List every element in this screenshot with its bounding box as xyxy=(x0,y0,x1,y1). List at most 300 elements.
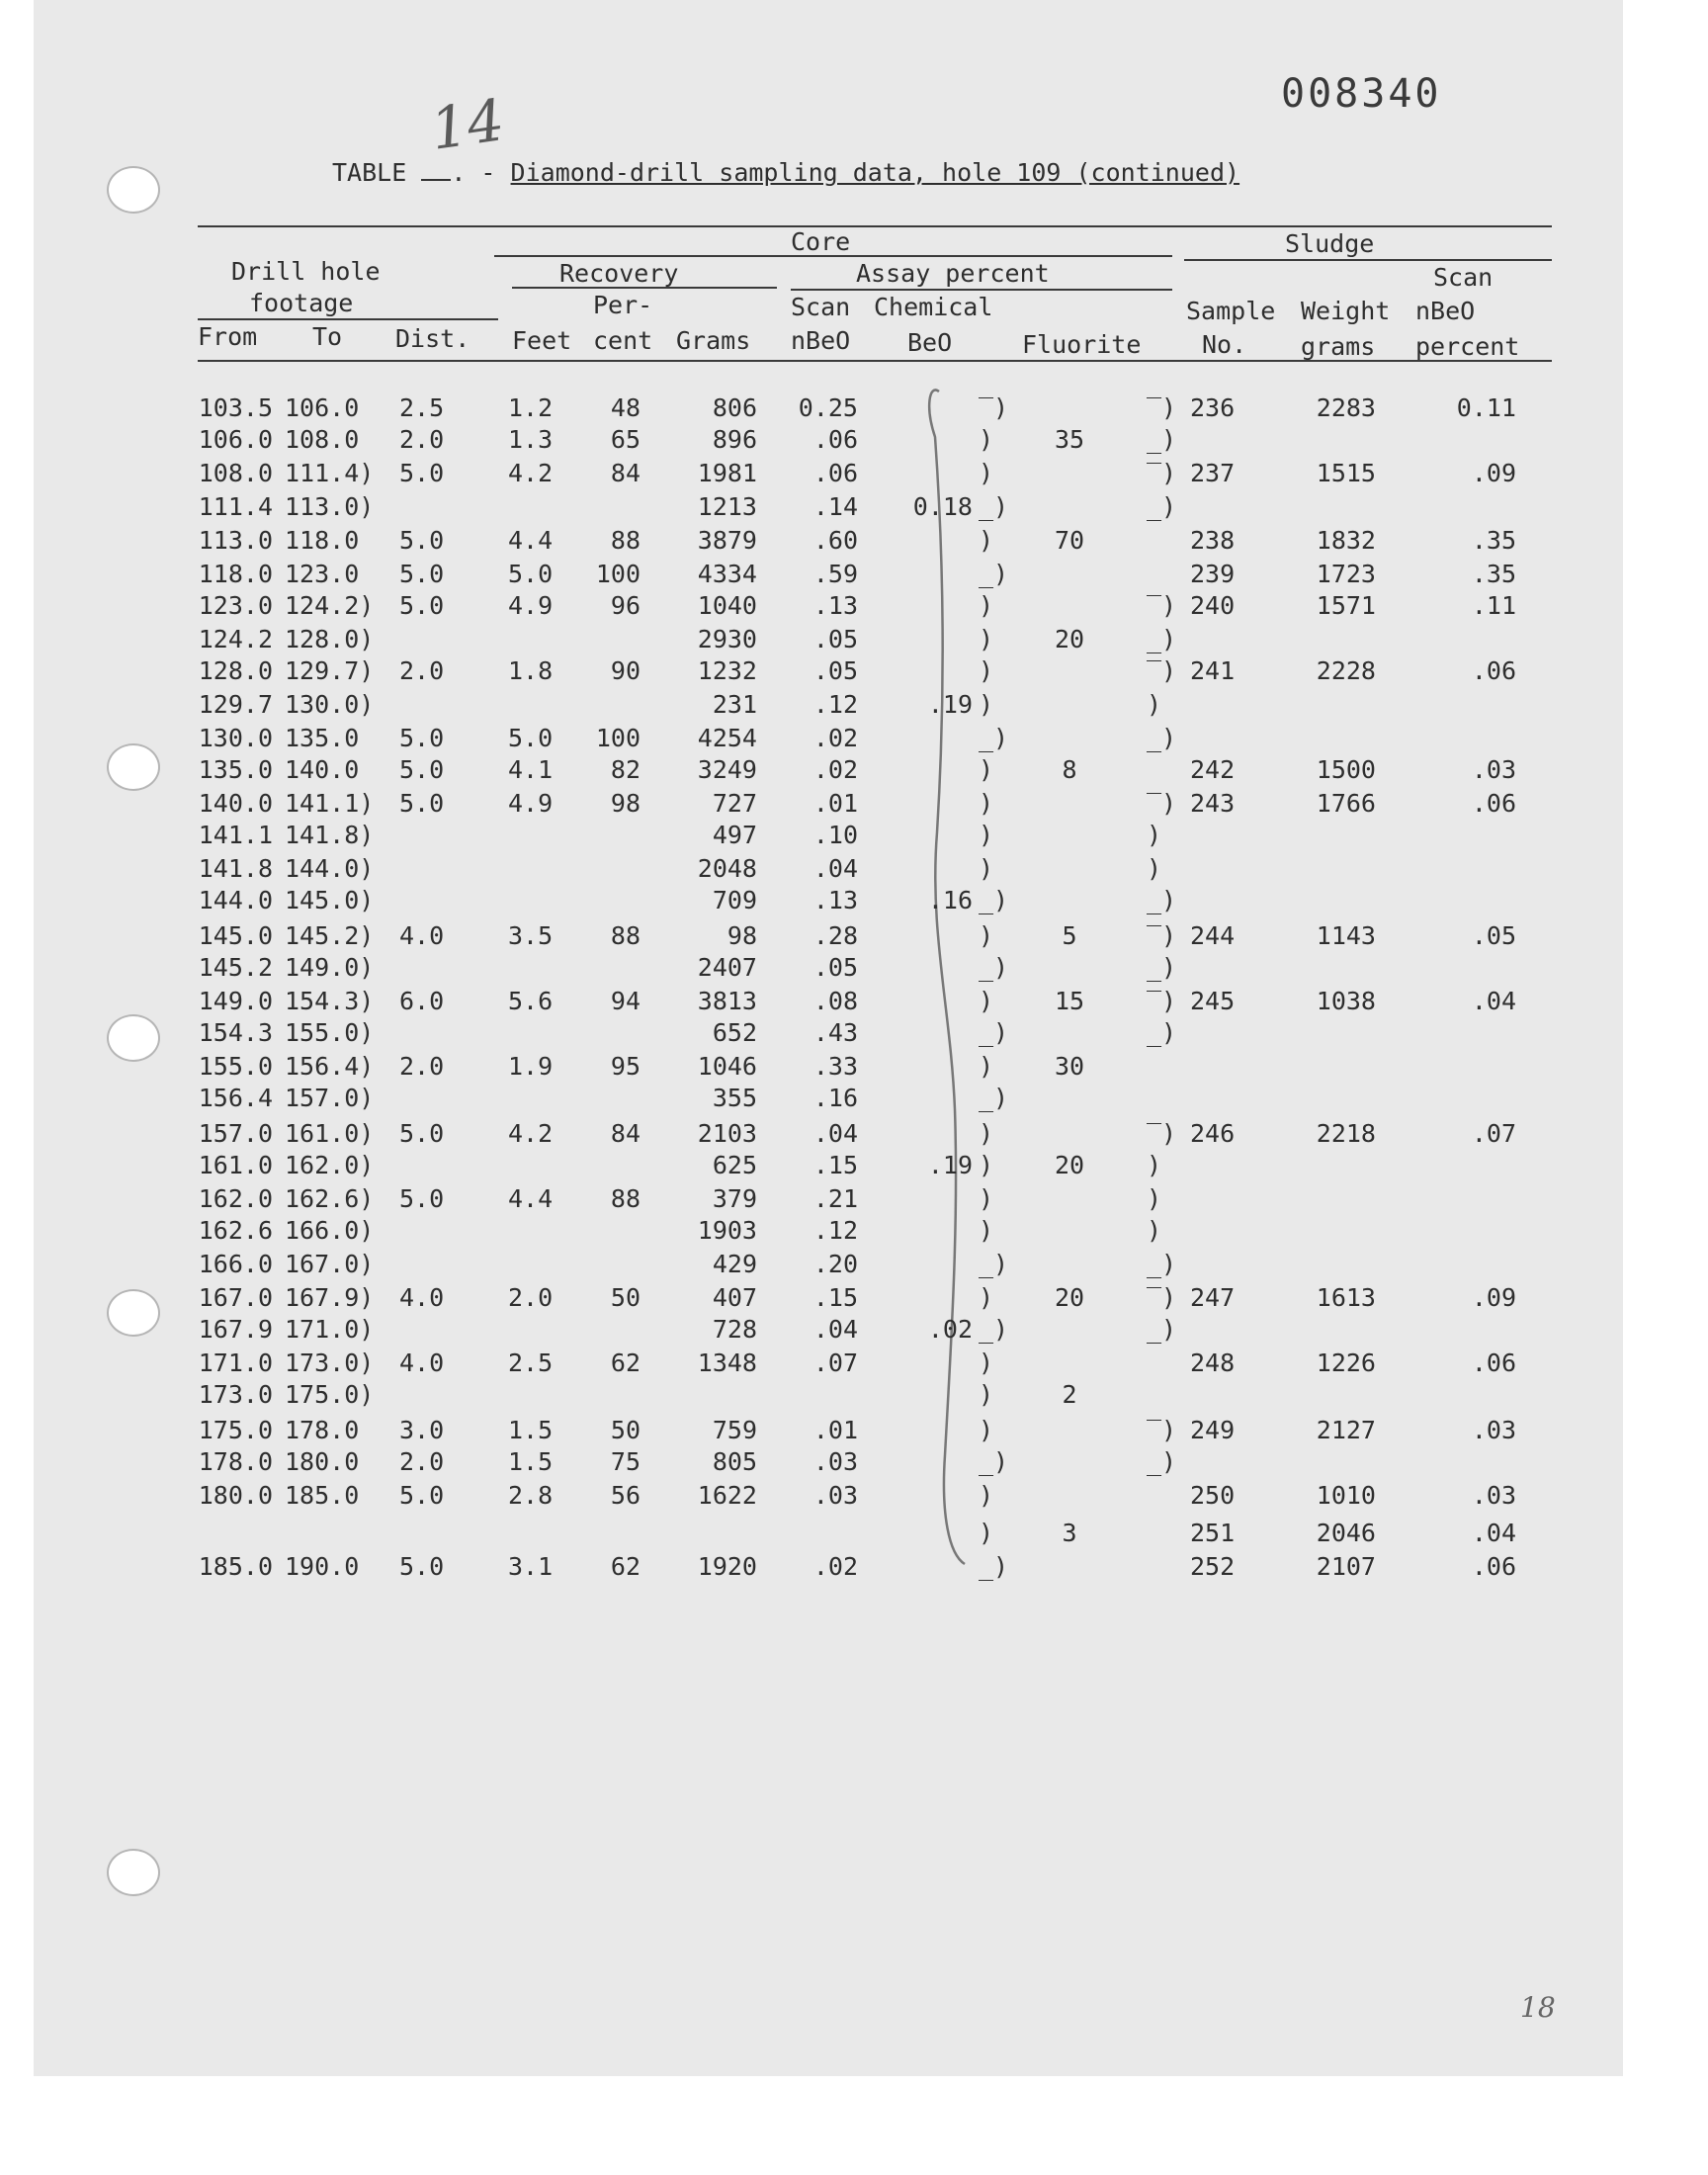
bracket-sludge: ‾) xyxy=(1147,1119,1177,1148)
table-row xyxy=(0,1151,1708,1180)
cell-chemical-beo: .16 xyxy=(927,886,973,914)
cell-to: 185.0 xyxy=(285,1481,360,1510)
cell-percent: 98 xyxy=(610,789,640,818)
cell-from: 144.0 xyxy=(198,886,273,914)
cell-from: 178.0 xyxy=(198,1447,273,1476)
bracket-sludge: ) xyxy=(1147,854,1162,883)
cell-dist: 4.0 xyxy=(399,921,445,950)
bracket-sludge: ‾) xyxy=(1147,656,1177,685)
cell-feet: 1.8 xyxy=(508,656,554,685)
cell-feet: 4.1 xyxy=(508,755,554,784)
bracket-core: _) xyxy=(979,1018,1009,1047)
cell-sample-no: 246 xyxy=(1190,1119,1236,1148)
cell-weight: 1571 xyxy=(1316,591,1376,620)
page-mark: 18 xyxy=(1520,1991,1556,2024)
cell-dist: 5.0 xyxy=(399,591,445,620)
cell-from: 180.0 xyxy=(198,1481,273,1510)
bracket-core: ) xyxy=(979,1052,994,1081)
bracket-core: _) xyxy=(979,492,1009,521)
bracket-core: ) xyxy=(979,921,994,950)
header-recovery: Recovery xyxy=(559,259,679,288)
cell-grams: 625 xyxy=(712,1151,757,1179)
table-top-rule xyxy=(198,225,1552,227)
cell-scan-nbeo: .01 xyxy=(812,1416,858,1444)
cell-fluorite: 20 xyxy=(1054,625,1085,653)
cell-percent: 88 xyxy=(610,921,640,950)
cell-grams: 429 xyxy=(712,1250,757,1278)
cell-percent: 62 xyxy=(610,1348,640,1377)
cell-dist: 5.0 xyxy=(399,1184,445,1213)
table-row xyxy=(0,953,1708,983)
bracket-core: ) xyxy=(979,1151,994,1179)
cell-sample-no: 242 xyxy=(1190,755,1236,784)
cell-to: 178.0 xyxy=(285,1416,360,1444)
cell-feet: 2.8 xyxy=(508,1481,554,1510)
header-core: Core xyxy=(791,227,851,256)
cell-percent: 88 xyxy=(610,1184,640,1213)
cell-from: 103.5 xyxy=(198,393,273,422)
cell-from: 108.0 xyxy=(198,459,273,487)
table-row xyxy=(0,755,1708,785)
cell-sample-no: 244 xyxy=(1190,921,1236,950)
cell-scan-nbeo: .06 xyxy=(812,459,858,487)
cell-dist: 4.0 xyxy=(399,1348,445,1377)
bracket-core: ) xyxy=(979,1380,994,1409)
table-row xyxy=(0,1250,1708,1279)
cell-scan-nbeo: .60 xyxy=(812,526,858,555)
cell-scan-nbeo: .02 xyxy=(812,1552,858,1581)
cell-grams: 728 xyxy=(712,1315,757,1344)
cell-grams: 3879 xyxy=(697,526,757,555)
cell-to: 130.0) xyxy=(285,690,375,719)
cell-from: 123.0 xyxy=(198,591,273,620)
cell-grams: 1981 xyxy=(697,459,757,487)
cell-grams: 759 xyxy=(712,1416,757,1444)
header-percent: Per- xyxy=(593,291,653,319)
bracket-sludge: _) xyxy=(1147,1018,1177,1047)
cell-grams: 497 xyxy=(712,821,757,849)
table-title xyxy=(332,158,1239,187)
cell-scan-nbeo: 0.25 xyxy=(798,393,858,422)
cell-to: 141.1) xyxy=(285,789,375,818)
cell-weight: 1500 xyxy=(1316,755,1376,784)
cell-grams: 98 xyxy=(726,921,757,950)
bracket-core: ) xyxy=(979,1119,994,1148)
bracket-sludge: ) xyxy=(1147,690,1162,719)
header-footage: footage xyxy=(249,289,354,317)
header-assay-percent: Assay percent xyxy=(856,259,1050,288)
bracket-core: ) xyxy=(979,425,994,454)
cell-from: 128.0 xyxy=(198,656,273,685)
cell-sludge-scan: .09 xyxy=(1471,459,1516,487)
cell-sludge-scan: .07 xyxy=(1471,1119,1516,1148)
bracket-core: ) xyxy=(979,1283,994,1312)
cell-sample-no: 245 xyxy=(1190,987,1236,1015)
table-row xyxy=(0,921,1708,951)
cell-to: 141.8) xyxy=(285,821,375,849)
cell-grams: 2048 xyxy=(697,854,757,883)
cell-feet: 4.4 xyxy=(508,1184,554,1213)
sludge-group-rule xyxy=(1184,259,1552,261)
cell-percent: 82 xyxy=(610,755,640,784)
cell-grams: 3813 xyxy=(697,987,757,1015)
cell-to: 175.0) xyxy=(285,1380,375,1409)
header-sludge: Sludge xyxy=(1285,229,1375,258)
cell-scan-nbeo: .12 xyxy=(812,1216,858,1245)
header-beo: BeO xyxy=(907,328,953,357)
cell-to: 108.0 xyxy=(285,425,360,454)
cell-sample-no: 236 xyxy=(1190,393,1236,422)
cell-sludge-scan: .03 xyxy=(1471,755,1516,784)
cell-from: 157.0 xyxy=(198,1119,273,1148)
cell-from: 155.0 xyxy=(198,1052,273,1081)
table-row xyxy=(0,425,1708,455)
bracket-sludge: _) xyxy=(1147,1447,1177,1476)
cell-fluorite: 30 xyxy=(1054,1052,1085,1081)
cell-percent: 100 xyxy=(595,560,640,588)
table-row xyxy=(0,1416,1708,1445)
cell-chemical-beo: .19 xyxy=(927,1151,973,1179)
cell-sample-no: 248 xyxy=(1190,1348,1236,1377)
cell-scan-nbeo: .13 xyxy=(812,886,858,914)
cell-sludge-scan: .35 xyxy=(1471,560,1516,588)
table-row xyxy=(0,656,1708,686)
cell-from: 124.2 xyxy=(198,625,273,653)
table-row xyxy=(0,821,1708,850)
bracket-core: ) xyxy=(979,987,994,1015)
bracket-core: ) xyxy=(979,656,994,685)
bracket-sludge: ‾) xyxy=(1147,921,1177,950)
table-row xyxy=(0,1481,1708,1511)
cell-dist: 5.0 xyxy=(399,1119,445,1148)
cell-sludge-scan: .06 xyxy=(1471,1552,1516,1581)
header-nbeo: nBeO xyxy=(791,326,851,355)
bracket-sludge: _) xyxy=(1147,492,1177,521)
table-row xyxy=(0,1380,1708,1410)
cell-to: 113.0) xyxy=(285,492,375,521)
cell-from: 173.0 xyxy=(198,1380,273,1409)
table-row xyxy=(0,1348,1708,1378)
document-number: 008340 xyxy=(1281,71,1442,117)
cell-percent: 62 xyxy=(610,1552,640,1581)
cell-percent: 84 xyxy=(610,459,640,487)
cell-percent: 56 xyxy=(610,1481,640,1510)
cell-sample-no: 250 xyxy=(1190,1481,1236,1510)
cell-feet: 4.4 xyxy=(508,526,554,555)
table-row xyxy=(0,1283,1708,1313)
cell-dist: 5.0 xyxy=(399,1552,445,1581)
cell-sample-no: 252 xyxy=(1190,1552,1236,1581)
cell-sludge-scan: .04 xyxy=(1471,987,1516,1015)
cell-chemical-beo: .02 xyxy=(927,1315,973,1344)
cell-weight: 2283 xyxy=(1316,393,1376,422)
cell-scan-nbeo: .02 xyxy=(812,724,858,752)
cell-scan-nbeo: .20 xyxy=(812,1250,858,1278)
table-row xyxy=(0,459,1708,488)
header-sludge-scan: Scan xyxy=(1433,263,1494,292)
cell-to: 128.0) xyxy=(285,625,375,653)
header-dist: Dist. xyxy=(395,324,470,353)
cell-feet: 3.1 xyxy=(508,1552,554,1581)
cell-weight: 2228 xyxy=(1316,656,1376,685)
cell-dist: 5.0 xyxy=(399,560,445,588)
cell-to: 154.3) xyxy=(285,987,375,1015)
cell-weight: 1766 xyxy=(1316,789,1376,818)
cell-to: 145.0) xyxy=(285,886,375,914)
cell-scan-nbeo: .15 xyxy=(812,1283,858,1312)
bracket-core: _) xyxy=(979,886,1009,914)
table-row xyxy=(0,1552,1708,1582)
bracket-sludge: ) xyxy=(1147,1184,1162,1213)
cell-to: 106.0 xyxy=(285,393,360,422)
cell-sample-no: 238 xyxy=(1190,526,1236,555)
cell-scan-nbeo: .04 xyxy=(812,1315,858,1344)
cell-dist: 5.0 xyxy=(399,755,445,784)
cell-to: 135.0 xyxy=(285,724,360,752)
cell-to: 162.0) xyxy=(285,1151,375,1179)
cell-percent: 65 xyxy=(610,425,640,454)
cell-feet: 4.9 xyxy=(508,789,554,818)
bracket-core: ) xyxy=(979,690,994,719)
cell-to: 171.0) xyxy=(285,1315,375,1344)
cell-grams: 1920 xyxy=(697,1552,757,1581)
table-row xyxy=(0,591,1708,621)
cell-sludge-scan: .35 xyxy=(1471,526,1516,555)
cell-percent: 94 xyxy=(610,987,640,1015)
cell-percent: 95 xyxy=(610,1052,640,1081)
cell-grams: 709 xyxy=(712,886,757,914)
cell-scan-nbeo: .04 xyxy=(812,854,858,883)
cell-to: 166.0) xyxy=(285,1216,375,1245)
table-row xyxy=(0,1216,1708,1246)
cell-to: 162.6) xyxy=(285,1184,375,1213)
cell-grams: 2930 xyxy=(697,625,757,653)
bracket-sludge: _) xyxy=(1147,425,1177,454)
cell-dist: 5.0 xyxy=(399,789,445,818)
cell-grams: 4254 xyxy=(697,724,757,752)
table-row xyxy=(0,1119,1708,1149)
cell-scan-nbeo: .13 xyxy=(812,591,858,620)
cell-grams: 652 xyxy=(712,1018,757,1047)
cell-from: 111.4 xyxy=(198,492,273,521)
cell-scan-nbeo: .05 xyxy=(812,656,858,685)
cell-scan-nbeo: .10 xyxy=(812,821,858,849)
cell-to: 173.0) xyxy=(285,1348,375,1377)
cell-dist: 2.0 xyxy=(399,425,445,454)
bracket-sludge: ) xyxy=(1147,1151,1162,1179)
cell-feet: 5.0 xyxy=(508,560,554,588)
bracket-core: _) xyxy=(979,1084,1009,1112)
cell-sample-no: 243 xyxy=(1190,789,1236,818)
cell-from: 113.0 xyxy=(198,526,273,555)
handwritten-table-number: 14 xyxy=(426,86,509,163)
bracket-core: ) xyxy=(979,789,994,818)
cell-to: 145.2) xyxy=(285,921,375,950)
cell-sample-no: 237 xyxy=(1190,459,1236,487)
punch-hole xyxy=(107,166,160,214)
header-to: To xyxy=(312,322,343,351)
cell-sludge-scan: .11 xyxy=(1471,591,1516,620)
bracket-sludge: ‾) xyxy=(1147,459,1177,487)
cell-grams: 1903 xyxy=(697,1216,757,1245)
bracket-sludge: ‾) xyxy=(1147,393,1177,422)
bracket-sludge: ) xyxy=(1147,1216,1162,1245)
cell-weight: 1010 xyxy=(1316,1481,1376,1510)
cell-feet: 2.0 xyxy=(508,1283,554,1312)
bracket-core: ) xyxy=(979,1216,994,1245)
cell-dist: 2.0 xyxy=(399,1052,445,1081)
table-row xyxy=(0,854,1708,884)
cell-to: 111.4) xyxy=(285,459,375,487)
cell-sludge-scan: .05 xyxy=(1471,921,1516,950)
header-scan: Scan xyxy=(791,293,851,321)
bracket-core: ) xyxy=(979,1416,994,1444)
cell-feet: 1.3 xyxy=(508,425,554,454)
cell-feet: 5.6 xyxy=(508,987,554,1015)
title-prefix: TABLE xyxy=(332,158,407,187)
cell-feet: 2.5 xyxy=(508,1348,554,1377)
cell-weight: 1613 xyxy=(1316,1283,1376,1312)
cell-from: 175.0 xyxy=(198,1416,273,1444)
cell-fluorite: 70 xyxy=(1054,526,1085,555)
bracket-core: _) xyxy=(979,1250,1009,1278)
bracket-sludge: _) xyxy=(1147,886,1177,914)
table-row xyxy=(0,1315,1708,1345)
cell-feet: 4.2 xyxy=(508,1119,554,1148)
cell-sludge-scan: .06 xyxy=(1471,1348,1516,1377)
cell-feet: 5.0 xyxy=(508,724,554,752)
cell-scan-nbeo: .21 xyxy=(812,1184,858,1213)
header-cent: cent xyxy=(593,326,653,355)
cell-percent: 50 xyxy=(610,1416,640,1444)
header-sample: Sample xyxy=(1186,297,1276,325)
bracket-core: _) xyxy=(979,1552,1009,1581)
cell-sludge-scan: 0.11 xyxy=(1456,393,1516,422)
bracket-sludge: _) xyxy=(1147,625,1177,653)
cell-weight: 2127 xyxy=(1316,1416,1376,1444)
cell-grams: 231 xyxy=(712,690,757,719)
cell-to: 155.0) xyxy=(285,1018,375,1047)
header-sludge-percent: percent xyxy=(1415,332,1520,361)
cell-weight: 2218 xyxy=(1316,1119,1376,1148)
cell-scan-nbeo: .07 xyxy=(812,1348,858,1377)
cell-dist: 2.0 xyxy=(399,656,445,685)
bracket-core: ‾) xyxy=(979,393,1009,422)
cell-weight: 1723 xyxy=(1316,560,1376,588)
cell-from: 167.9 xyxy=(198,1315,273,1344)
cell-dist: 4.0 xyxy=(399,1283,445,1312)
header-fluorite: Fluorite xyxy=(1022,330,1142,359)
title-suffix: . - xyxy=(451,158,496,187)
table-row xyxy=(0,1184,1708,1214)
cell-feet: 1.5 xyxy=(508,1447,554,1476)
cell-from: 185.0 xyxy=(198,1552,273,1581)
header-sample-no: No. xyxy=(1202,330,1247,359)
bracket-core: ) xyxy=(979,821,994,849)
table-row xyxy=(0,724,1708,753)
header-drill-hole: Drill hole xyxy=(231,257,381,286)
header-from: From xyxy=(198,322,258,351)
cell-grams: 727 xyxy=(712,789,757,818)
cell-grams: 4334 xyxy=(697,560,757,588)
cell-grams: 2103 xyxy=(697,1119,757,1148)
cell-dist: 2.5 xyxy=(399,393,445,422)
cell-sludge-scan: .09 xyxy=(1471,1283,1516,1312)
cell-dist: 3.0 xyxy=(399,1416,445,1444)
header-sludge-nbeo: nBeO xyxy=(1415,297,1476,325)
cell-from: 162.0 xyxy=(198,1184,273,1213)
cell-scan-nbeo: .06 xyxy=(812,425,858,454)
cell-fluorite: 2 xyxy=(1062,1380,1077,1409)
cell-from: 161.0 xyxy=(198,1151,273,1179)
cell-scan-nbeo: .03 xyxy=(812,1481,858,1510)
cell-to: 167.0) xyxy=(285,1250,375,1278)
table-row xyxy=(0,560,1708,589)
cell-to: 180.0 xyxy=(285,1447,360,1476)
cell-weight: 1038 xyxy=(1316,987,1376,1015)
table-row xyxy=(0,690,1708,720)
cell-sludge-scan: .04 xyxy=(1471,1519,1516,1547)
cell-to: 190.0 xyxy=(285,1552,360,1581)
table-row xyxy=(0,1052,1708,1082)
cell-sample-no: 239 xyxy=(1190,560,1236,588)
table-row xyxy=(0,1084,1708,1113)
title-blank xyxy=(421,159,451,181)
cell-to: 157.0) xyxy=(285,1084,375,1112)
cell-grams: 896 xyxy=(712,425,757,454)
bracket-core: _) xyxy=(979,1447,1009,1476)
bracket-core: _) xyxy=(979,1315,1009,1344)
cell-feet: 3.5 xyxy=(508,921,554,950)
bracket-core: _) xyxy=(979,724,1009,752)
cell-chemical-beo: .19 xyxy=(927,690,973,719)
cell-fluorite: 5 xyxy=(1062,921,1077,950)
cell-grams: 1622 xyxy=(697,1481,757,1510)
cell-fluorite: 8 xyxy=(1062,755,1077,784)
cell-from: 145.0 xyxy=(198,921,273,950)
bracket-sludge: ) xyxy=(1147,821,1162,849)
cell-from: 106.0 xyxy=(198,425,273,454)
cell-scan-nbeo: .05 xyxy=(812,953,858,982)
cell-from: 154.3 xyxy=(198,1018,273,1047)
cell-feet: 1.2 xyxy=(508,393,554,422)
cell-fluorite: 3 xyxy=(1062,1519,1077,1547)
cell-from: 171.0 xyxy=(198,1348,273,1377)
cell-to: 140.0 xyxy=(285,755,360,784)
bracket-sludge: _) xyxy=(1147,1315,1177,1344)
cell-grams: 1040 xyxy=(697,591,757,620)
cell-grams: 1232 xyxy=(697,656,757,685)
cell-sample-no: 241 xyxy=(1190,656,1236,685)
cell-sludge-scan: .06 xyxy=(1471,656,1516,685)
cell-from: 129.7 xyxy=(198,690,273,719)
cell-scan-nbeo: .15 xyxy=(812,1151,858,1179)
cell-to: 149.0) xyxy=(285,953,375,982)
table-row xyxy=(0,1018,1708,1048)
cell-from: 118.0 xyxy=(198,560,273,588)
cell-from: 140.0 xyxy=(198,789,273,818)
cell-to: 144.0) xyxy=(285,854,375,883)
bracket-core: ) xyxy=(979,459,994,487)
bracket-core: ) xyxy=(979,591,994,620)
bracket-core: _) xyxy=(979,560,1009,588)
cell-sludge-scan: .03 xyxy=(1471,1481,1516,1510)
cell-grams: 806 xyxy=(712,393,757,422)
cell-percent: 75 xyxy=(610,1447,640,1476)
table-row xyxy=(0,526,1708,556)
cell-sludge-scan: .06 xyxy=(1471,789,1516,818)
cell-scan-nbeo: .01 xyxy=(812,789,858,818)
